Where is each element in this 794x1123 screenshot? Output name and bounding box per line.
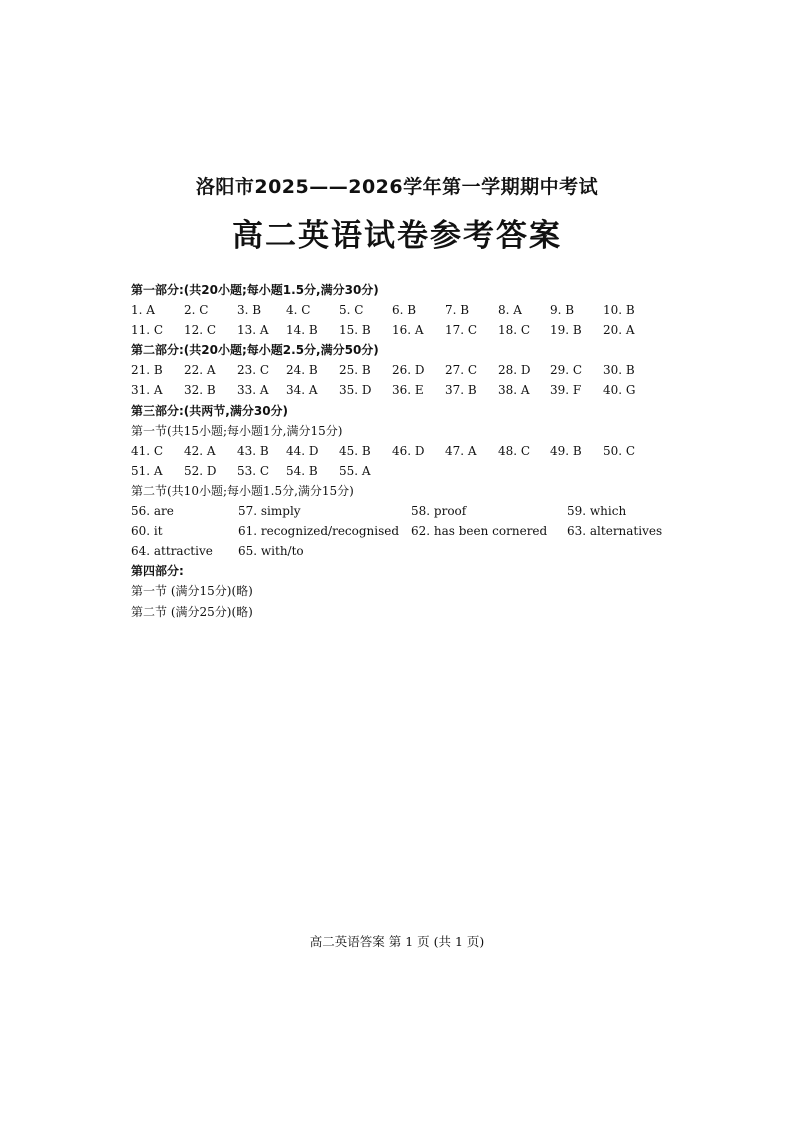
answer-cell: 52. D	[184, 463, 217, 478]
answer-cell: 13. A	[237, 323, 269, 338]
answer-cell: 36. E	[392, 383, 424, 398]
answer-cell: 16. A	[392, 323, 424, 338]
page-footer: 高二英语答案 第 1 页 (共 1 页)	[309, 934, 485, 949]
answer-cell: 23. C	[237, 363, 270, 378]
part1-row-2	[131, 320, 691, 340]
answer-cell: 10. B	[603, 303, 635, 318]
answer-cell: 44. D	[286, 443, 319, 458]
part2-row-2	[131, 380, 691, 400]
answer-cell: 55. A	[339, 463, 371, 478]
answer-cell: 58. proof	[411, 504, 467, 519]
answer-cell: 29. C	[550, 363, 583, 378]
answer-cell: 2. C	[184, 303, 209, 318]
answer-cell: 17. C	[445, 323, 478, 338]
answer-cell: 25. B	[339, 363, 371, 378]
answer-cell: 5. C	[339, 303, 364, 318]
answer-cell: 1. A	[131, 303, 155, 318]
answer-cell: 65. with/to	[238, 544, 304, 559]
answer-cell: 27. C	[445, 363, 478, 378]
part3-section1-row-2	[131, 461, 691, 481]
answer-cell: 37. B	[445, 383, 477, 398]
part1-heading: 第一部分:(共20小题;每小题1.5分,满分30分)	[131, 283, 379, 297]
answer-cell: 61. recognized/recognised	[238, 524, 400, 539]
part2-heading: 第二部分:(共20小题;每小题2.5分,满分50分)	[131, 343, 379, 358]
answer-cell: 8. A	[498, 303, 522, 318]
answer-cell: 18. C	[498, 323, 531, 338]
part3-heading: 第三部分:(共两节,满分30分)	[131, 403, 289, 418]
answer-cell: 24. B	[286, 363, 318, 378]
answer-cell: 26. D	[392, 363, 425, 378]
answer-cell: 14. B	[286, 323, 318, 338]
answer-cell: 64. attractive	[131, 544, 213, 559]
answer-cell: 57. simply	[238, 504, 301, 519]
answer-cell: 3. B	[237, 303, 262, 318]
answer-cell: 32. B	[184, 383, 216, 398]
answer-cell: 40. G	[603, 383, 636, 398]
part2-row-1	[131, 360, 691, 380]
answer-cell: 49. B	[550, 443, 582, 458]
part3-section1-row-1	[131, 441, 691, 461]
answer-cell: 31. A	[131, 383, 163, 398]
answer-cell: 20. A	[603, 323, 635, 338]
answer-cell: 15. B	[339, 323, 371, 338]
answer-cell: 48. C	[498, 443, 531, 458]
answer-cell: 47. A	[445, 443, 477, 458]
answer-cell: 43. B	[237, 443, 269, 458]
answer-cell: 28. D	[498, 363, 531, 378]
answer-cell: 34. A	[286, 383, 318, 398]
answer-cell: 35. D	[339, 383, 372, 398]
part4-section2: 第二节 (满分25分)(略)	[131, 604, 253, 619]
answer-cell: 12. C	[184, 323, 217, 338]
answer-cell: 63. alternatives	[567, 524, 663, 539]
answer-cell: 30. B	[603, 363, 635, 378]
answer-cell: 53. C	[237, 463, 270, 478]
answer-cell: 46. D	[392, 443, 425, 458]
exam-subtitle: 洛阳市2025——2026学年第一学期期中考试	[195, 176, 599, 198]
part1-row-1	[131, 300, 691, 320]
answer-cell: 56. are	[131, 504, 174, 519]
part3-section2-row-1	[131, 501, 691, 521]
answer-cell: 33. A	[237, 383, 269, 398]
answer-cell: 4. C	[286, 303, 311, 318]
answer-cell: 45. B	[339, 443, 371, 458]
answer-cell: 62. has been cornered	[411, 524, 548, 539]
answer-cell: 22. A	[184, 363, 216, 378]
part4-heading: 第四部分:	[131, 564, 184, 579]
answer-key-body	[131, 280, 691, 622]
part4-section1: 第一节 (满分15分)(略)	[131, 584, 253, 599]
page-title: 高二英语试卷参考答案	[232, 218, 562, 254]
answer-cell: 38. A	[498, 383, 530, 398]
part3-section1-label: 第一节(共15小题;每小题1分,满分15分)	[131, 423, 343, 438]
answer-cell: 51. A	[131, 463, 163, 478]
part3-section2-row-2	[131, 521, 691, 541]
answer-cell: 7. B	[445, 303, 470, 318]
part3-section2-label: 第二节(共10小题;每小题1.5分,满分15分)	[131, 483, 354, 498]
answer-cell: 19. B	[550, 323, 582, 338]
answer-cell: 41. C	[131, 443, 164, 458]
answer-cell: 50. C	[603, 443, 636, 458]
answer-cell: 6. B	[392, 303, 417, 318]
answer-cell: 11. C	[131, 323, 164, 338]
answer-cell: 60. it	[131, 524, 163, 539]
answer-cell: 21. B	[131, 363, 163, 378]
answer-cell: 54. B	[286, 463, 318, 478]
part3-section2-row-3	[131, 541, 691, 561]
answer-cell: 59. which	[567, 504, 627, 519]
answer-cell: 42. A	[184, 443, 216, 458]
answer-cell: 39. F	[550, 383, 582, 398]
answer-cell: 9. B	[550, 303, 575, 318]
